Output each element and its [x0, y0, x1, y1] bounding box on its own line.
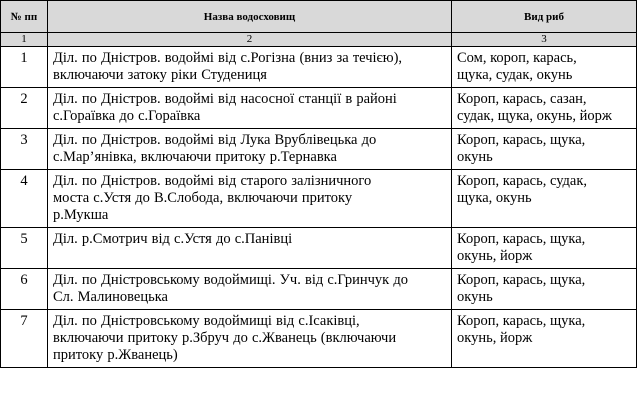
reservoir-name-cell: [48, 170, 452, 228]
reservoir-name-line: Діл. по Дністровському водоймищі від с.Ісаківці,: [53, 313, 360, 329]
header-number: № пп: [1, 1, 48, 33]
reservoir-name-line: Діл. по Дністров. водоймі від Лука Врублівецька до: [53, 132, 377, 148]
reservoir-name-cell: [48, 228, 452, 269]
table-row: [1, 228, 637, 269]
fish-species-cell: [452, 269, 637, 310]
column-number: 1: [1, 33, 48, 47]
reservoir-name-line: Діл. по Дністров. водоймі від старого залізничного: [53, 173, 372, 189]
reservoir-name-line: с.Мар’янівка, включаючи притоку р.Тернавка: [53, 149, 337, 165]
table-row: [1, 269, 637, 310]
column-number-row: [1, 33, 637, 47]
table-row: [1, 129, 637, 170]
header-reservoir-name: Назва водосховищ: [48, 1, 452, 33]
reservoir-name-line: р.Мукша: [53, 207, 109, 223]
column-number: 3: [452, 33, 637, 47]
row-number: 3: [1, 129, 48, 170]
reservoir-name-line: включаючи притоку р.Збруч до с.Жванець (включаючи: [53, 330, 397, 346]
reservoir-name-line: притоку р.Жванець): [53, 347, 178, 363]
row-number: 1: [1, 47, 48, 88]
fish-species-line: окунь, йорж: [457, 330, 533, 346]
reservoir-name-line: Діл. по Дністров. водоймі від с.Рогізна (вниз за течією),: [53, 50, 403, 66]
reservoir-name-line: Діл. по Дністров. водоймі від насосної станції в районі: [53, 91, 397, 107]
reservoir-name-line: Діл. р.Смотрич від с.Устя до с.Панівці: [53, 231, 293, 247]
fish-species-cell: [452, 170, 637, 228]
fish-species-line: окунь: [457, 149, 493, 165]
reservoir-name-line: Діл. по Дністровському водоймищі. Уч. від с.Гринчук до: [53, 272, 408, 288]
row-number: 7: [1, 310, 48, 368]
fish-species-line: щука, судак, окунь: [457, 67, 573, 83]
row-number: 5: [1, 228, 48, 269]
table-row: [1, 47, 637, 88]
reservoir-name-cell: [48, 47, 452, 88]
fish-species-line: Короп, карась, щука,: [457, 272, 586, 288]
reservoir-name-line: Сл. Малиновецька: [53, 289, 168, 305]
fish-species-cell: [452, 228, 637, 269]
reservoir-name-cell: [48, 88, 452, 129]
reservoir-name-line: включаючи затоку ріки Студениця: [53, 67, 267, 83]
fish-species-cell: [452, 310, 637, 368]
table-body: [1, 47, 637, 368]
fish-species-line: Короп, карась, щука,: [457, 313, 586, 329]
fish-species-line: Короп, карась, щука,: [457, 231, 586, 247]
table-row: [1, 88, 637, 129]
fish-species-line: Короп, карась, щука,: [457, 132, 586, 148]
table-row: [1, 310, 637, 368]
column-number: 2: [48, 33, 452, 47]
fish-species-line: Короп, карась, судак,: [457, 173, 588, 189]
reservoir-name-line: моста с.Устя до В.Слобода, включаючи притоку: [53, 190, 353, 206]
header-row: [1, 1, 637, 33]
reservoir-name-line: с.Гораївка до с.Гораївка: [53, 108, 201, 124]
reservoir-name-cell: [48, 310, 452, 368]
fish-species-line: Короп, карась, сазан,: [457, 91, 587, 107]
header-fish-species: Вид риб: [452, 1, 637, 33]
row-number: 6: [1, 269, 48, 310]
fish-species-line: щука, окунь: [457, 190, 532, 206]
reservoir-name-cell: [48, 269, 452, 310]
fish-species-cell: [452, 129, 637, 170]
row-number: 4: [1, 170, 48, 228]
fish-species-cell: [452, 88, 637, 129]
row-number: 2: [1, 88, 48, 129]
fish-species-line: окунь, йорж: [457, 248, 533, 264]
fish-species-line: судак, щука, окунь, йорж: [457, 108, 612, 124]
reservoir-name-cell: [48, 129, 452, 170]
table-row: [1, 170, 637, 228]
fish-species-line: Сом, короп, карась,: [457, 50, 577, 66]
fish-species-cell: [452, 47, 637, 88]
fish-species-line: окунь: [457, 289, 493, 305]
